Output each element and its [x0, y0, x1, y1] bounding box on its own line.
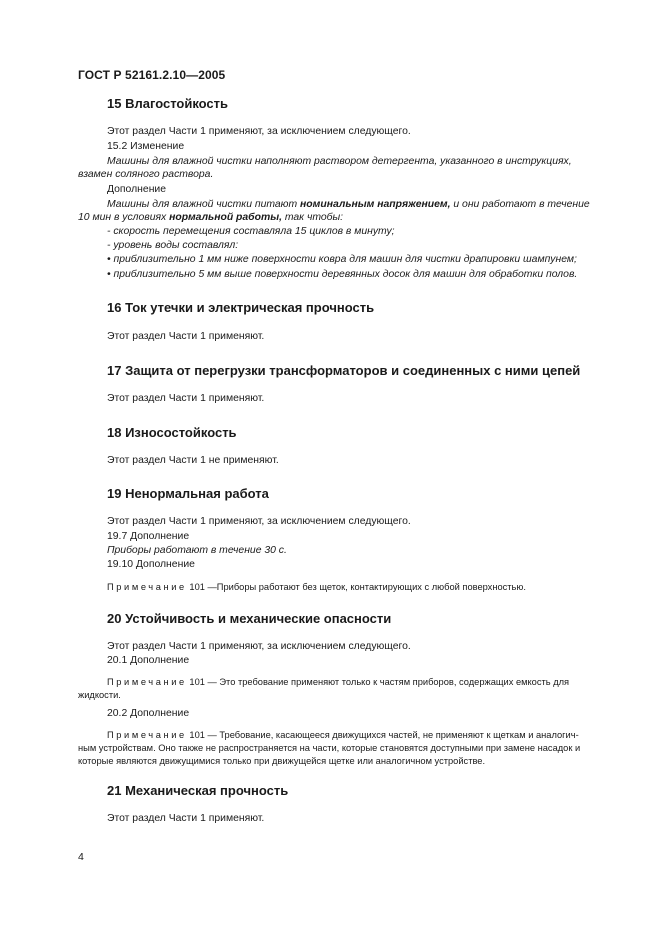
text-run: 10 мин в условиях — [78, 212, 170, 223]
section-15-para-line-2 — [78, 212, 343, 224]
section-15-para-line-1 — [107, 199, 590, 211]
list-item: - уровень воды составлял: — [107, 240, 239, 251]
clause-19-10: 19.10 Дополнение — [107, 559, 195, 570]
section-21-title: 21 Механическая прочность — [107, 783, 289, 798]
section-15-title: 15 Влагостойкость — [107, 96, 229, 111]
term-normal-operation: нормальной работы, — [169, 212, 282, 223]
note-label: Примечание — [107, 730, 187, 740]
section-19-intro: Этот раздел Части 1 применяют, за исключением следующего. — [107, 516, 411, 527]
section-19-italic: Приборы работают в течение 30 с. — [107, 545, 287, 556]
note-text: 101 — Это требование применяют только к частям приборов, содержащих емкость для — [186, 677, 570, 687]
note-label: Примечание — [107, 677, 187, 687]
clause-19-7: 19.7 Дополнение — [107, 531, 190, 542]
text-run: и они работают в течение — [450, 199, 590, 210]
page-number: 4 — [78, 851, 84, 863]
document-header: ГОСТ Р 52161.2.10—2005 — [78, 68, 226, 82]
note-19-10 — [107, 581, 526, 593]
section-15-italic-line-1: Машины для влажной чистки наполняют раствором детергента, указанного в инструкциях, — [107, 156, 572, 167]
note-label: Примечание — [107, 582, 187, 592]
section-15-addition: Дополнение — [107, 184, 167, 195]
text-run: Машины для влажной чистки питают — [107, 199, 301, 210]
section-16-text: Этот раздел Части 1 применяют. — [107, 331, 265, 342]
note-20-2-line-2: ным устройствам. Оно также не распространяется на части, которые становятся доступными при замене насадок и — [78, 743, 581, 753]
section-18-text: Этот раздел Части 1 не применяют. — [107, 455, 279, 466]
section-21-text: Этот раздел Части 1 применяют. — [107, 813, 265, 824]
note-20-1-line-2: жидкости. — [78, 690, 121, 700]
term-rated-voltage: номинальным напряжением, — [300, 199, 451, 210]
clause-20-1: 20.1 Дополнение — [107, 655, 190, 666]
section-18-title: 18 Износостойкость — [107, 425, 237, 440]
list-item: - скорость перемещения составляла 15 циклов в минуту; — [107, 226, 395, 237]
section-15-intro: Этот раздел Части 1 применяют, за исключением следующего. — [107, 126, 411, 137]
note-text: 101 — Требование, касающееся движущихся частей, не применяют к щеткам и аналогич- — [186, 730, 579, 740]
section-20-intro: Этот раздел Части 1 применяют, за исключением следующего. — [107, 641, 411, 652]
list-item: • приблизительно 5 мм выше поверхности деревянных досок для машин для обработки полов. — [107, 269, 578, 280]
section-16-title: 16 Ток утечки и электрическая прочность — [107, 300, 375, 315]
clause-20-2: 20.2 Дополнение — [107, 708, 190, 719]
note-20-1-line-1 — [107, 676, 569, 688]
clause-15-2: 15.2 Изменение — [107, 141, 185, 152]
section-20-title: 20 Устойчивость и механические опасности — [107, 611, 392, 626]
section-17-title: 17 Защита от перегрузки трансформаторов и соединенных с ними цепей — [107, 363, 581, 378]
note-20-2-line-1 — [107, 729, 579, 741]
text-run: так чтобы: — [281, 212, 344, 223]
section-19-title: 19 Ненормальная работа — [107, 486, 269, 501]
section-15-italic-line-2: взамен соляного раствора. — [78, 169, 214, 180]
list-item: • приблизительно 1 мм ниже поверхности ковра для машин для чистки драпировки шампунем; — [107, 254, 577, 265]
section-17-text: Этот раздел Части 1 применяют. — [107, 393, 265, 404]
note-20-2-line-3: которые являются движущимися только при движущейся щетке или аналогичном устройстве. — [78, 756, 486, 766]
note-text: 101 —Приборы работают без щеток, контактирующих с любой поверхностью. — [186, 582, 526, 592]
